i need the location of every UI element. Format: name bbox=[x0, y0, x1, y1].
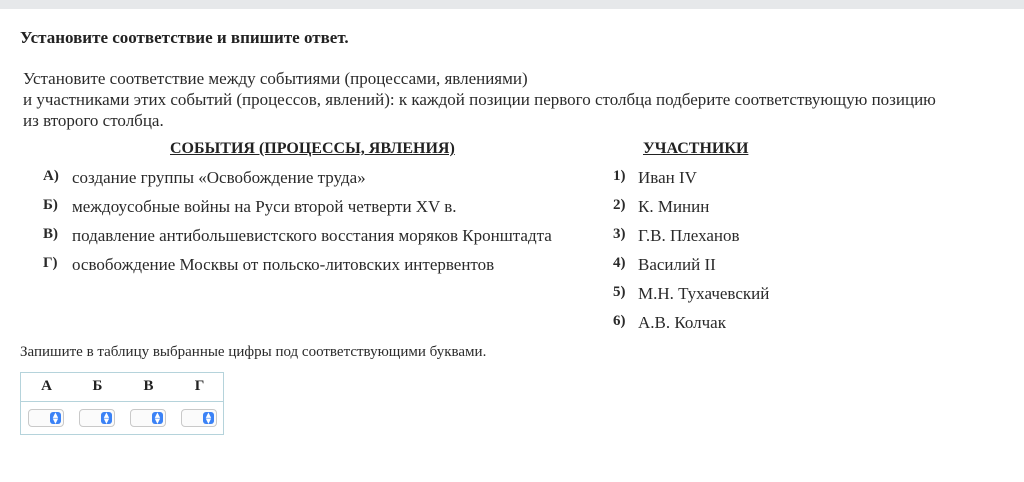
task-description bbox=[23, 68, 1013, 131]
column-letter: Б bbox=[92, 378, 103, 394]
up-down-arrows-icon: ▲ ▼ bbox=[152, 412, 163, 424]
column-letter: А bbox=[41, 378, 52, 394]
answer-select-g[interactable] bbox=[181, 409, 217, 427]
participant-text: М.Н. Тухачевский bbox=[638, 284, 770, 303]
participant-label: 5) bbox=[613, 284, 626, 300]
participant-label: 4) bbox=[613, 255, 626, 271]
participant-label: 2) bbox=[613, 197, 626, 213]
participant-label: 6) bbox=[613, 313, 626, 329]
events-header: СОБЫТИЯ (ПРОЦЕССЫ, ЯВЛЕНИЯ) bbox=[170, 140, 455, 157]
event-label: Б) bbox=[43, 197, 58, 213]
event-text: освобождение Москвы от польско-литовских интервентов bbox=[72, 255, 495, 274]
column-letter: В bbox=[143, 378, 154, 394]
answer-select-b[interactable] bbox=[79, 409, 115, 427]
participant-text: Василий II bbox=[638, 255, 716, 274]
task-line: и участниками этих событий (процессов, явлений): к каждой позиции первого столбца подберите соответствующую позицию bbox=[23, 90, 936, 109]
event-text: подавление антибольшевистского восстания моряков Кронштадта bbox=[72, 226, 552, 245]
task-line: Установите соответствие между событиями (процессами, явлениями) bbox=[23, 69, 528, 88]
answer-table-header bbox=[21, 373, 223, 402]
participants-header: УЧАСТНИКИ bbox=[643, 140, 749, 157]
participant-text: К. Минин bbox=[638, 197, 710, 216]
participant-label: 1) bbox=[613, 168, 626, 184]
event-text: создание группы «Освобождение труда» bbox=[72, 168, 366, 187]
participant-text: А.В. Колчак bbox=[638, 313, 726, 332]
event-label: Г) bbox=[43, 255, 58, 271]
participant-text: Г.В. Плеханов bbox=[638, 226, 740, 245]
participant-text: Иван IV bbox=[638, 168, 697, 187]
answer-select-a[interactable] bbox=[28, 409, 64, 427]
answer-table bbox=[20, 372, 224, 435]
event-label: А) bbox=[43, 168, 59, 184]
answer-select-v[interactable] bbox=[130, 409, 166, 427]
task-heading: Установите соответствие и впишите ответ. bbox=[20, 28, 349, 47]
up-down-arrows-icon: ▲ ▼ bbox=[203, 412, 214, 424]
participant-label: 3) bbox=[613, 226, 626, 242]
task-line: из второго столбца. bbox=[23, 111, 164, 130]
event-text: междоусобные войны на Руси второй четверти XV в. bbox=[72, 197, 457, 216]
answer-instruction: Запишите в таблицу выбранные цифры под соответствующими буквами. bbox=[20, 344, 487, 360]
event-label: В) bbox=[43, 226, 58, 242]
up-down-arrows-icon: ▲ ▼ bbox=[50, 412, 61, 424]
up-down-arrows-icon: ▲ ▼ bbox=[101, 412, 112, 424]
top-bar bbox=[0, 0, 1024, 9]
column-letter: Г bbox=[194, 378, 205, 394]
